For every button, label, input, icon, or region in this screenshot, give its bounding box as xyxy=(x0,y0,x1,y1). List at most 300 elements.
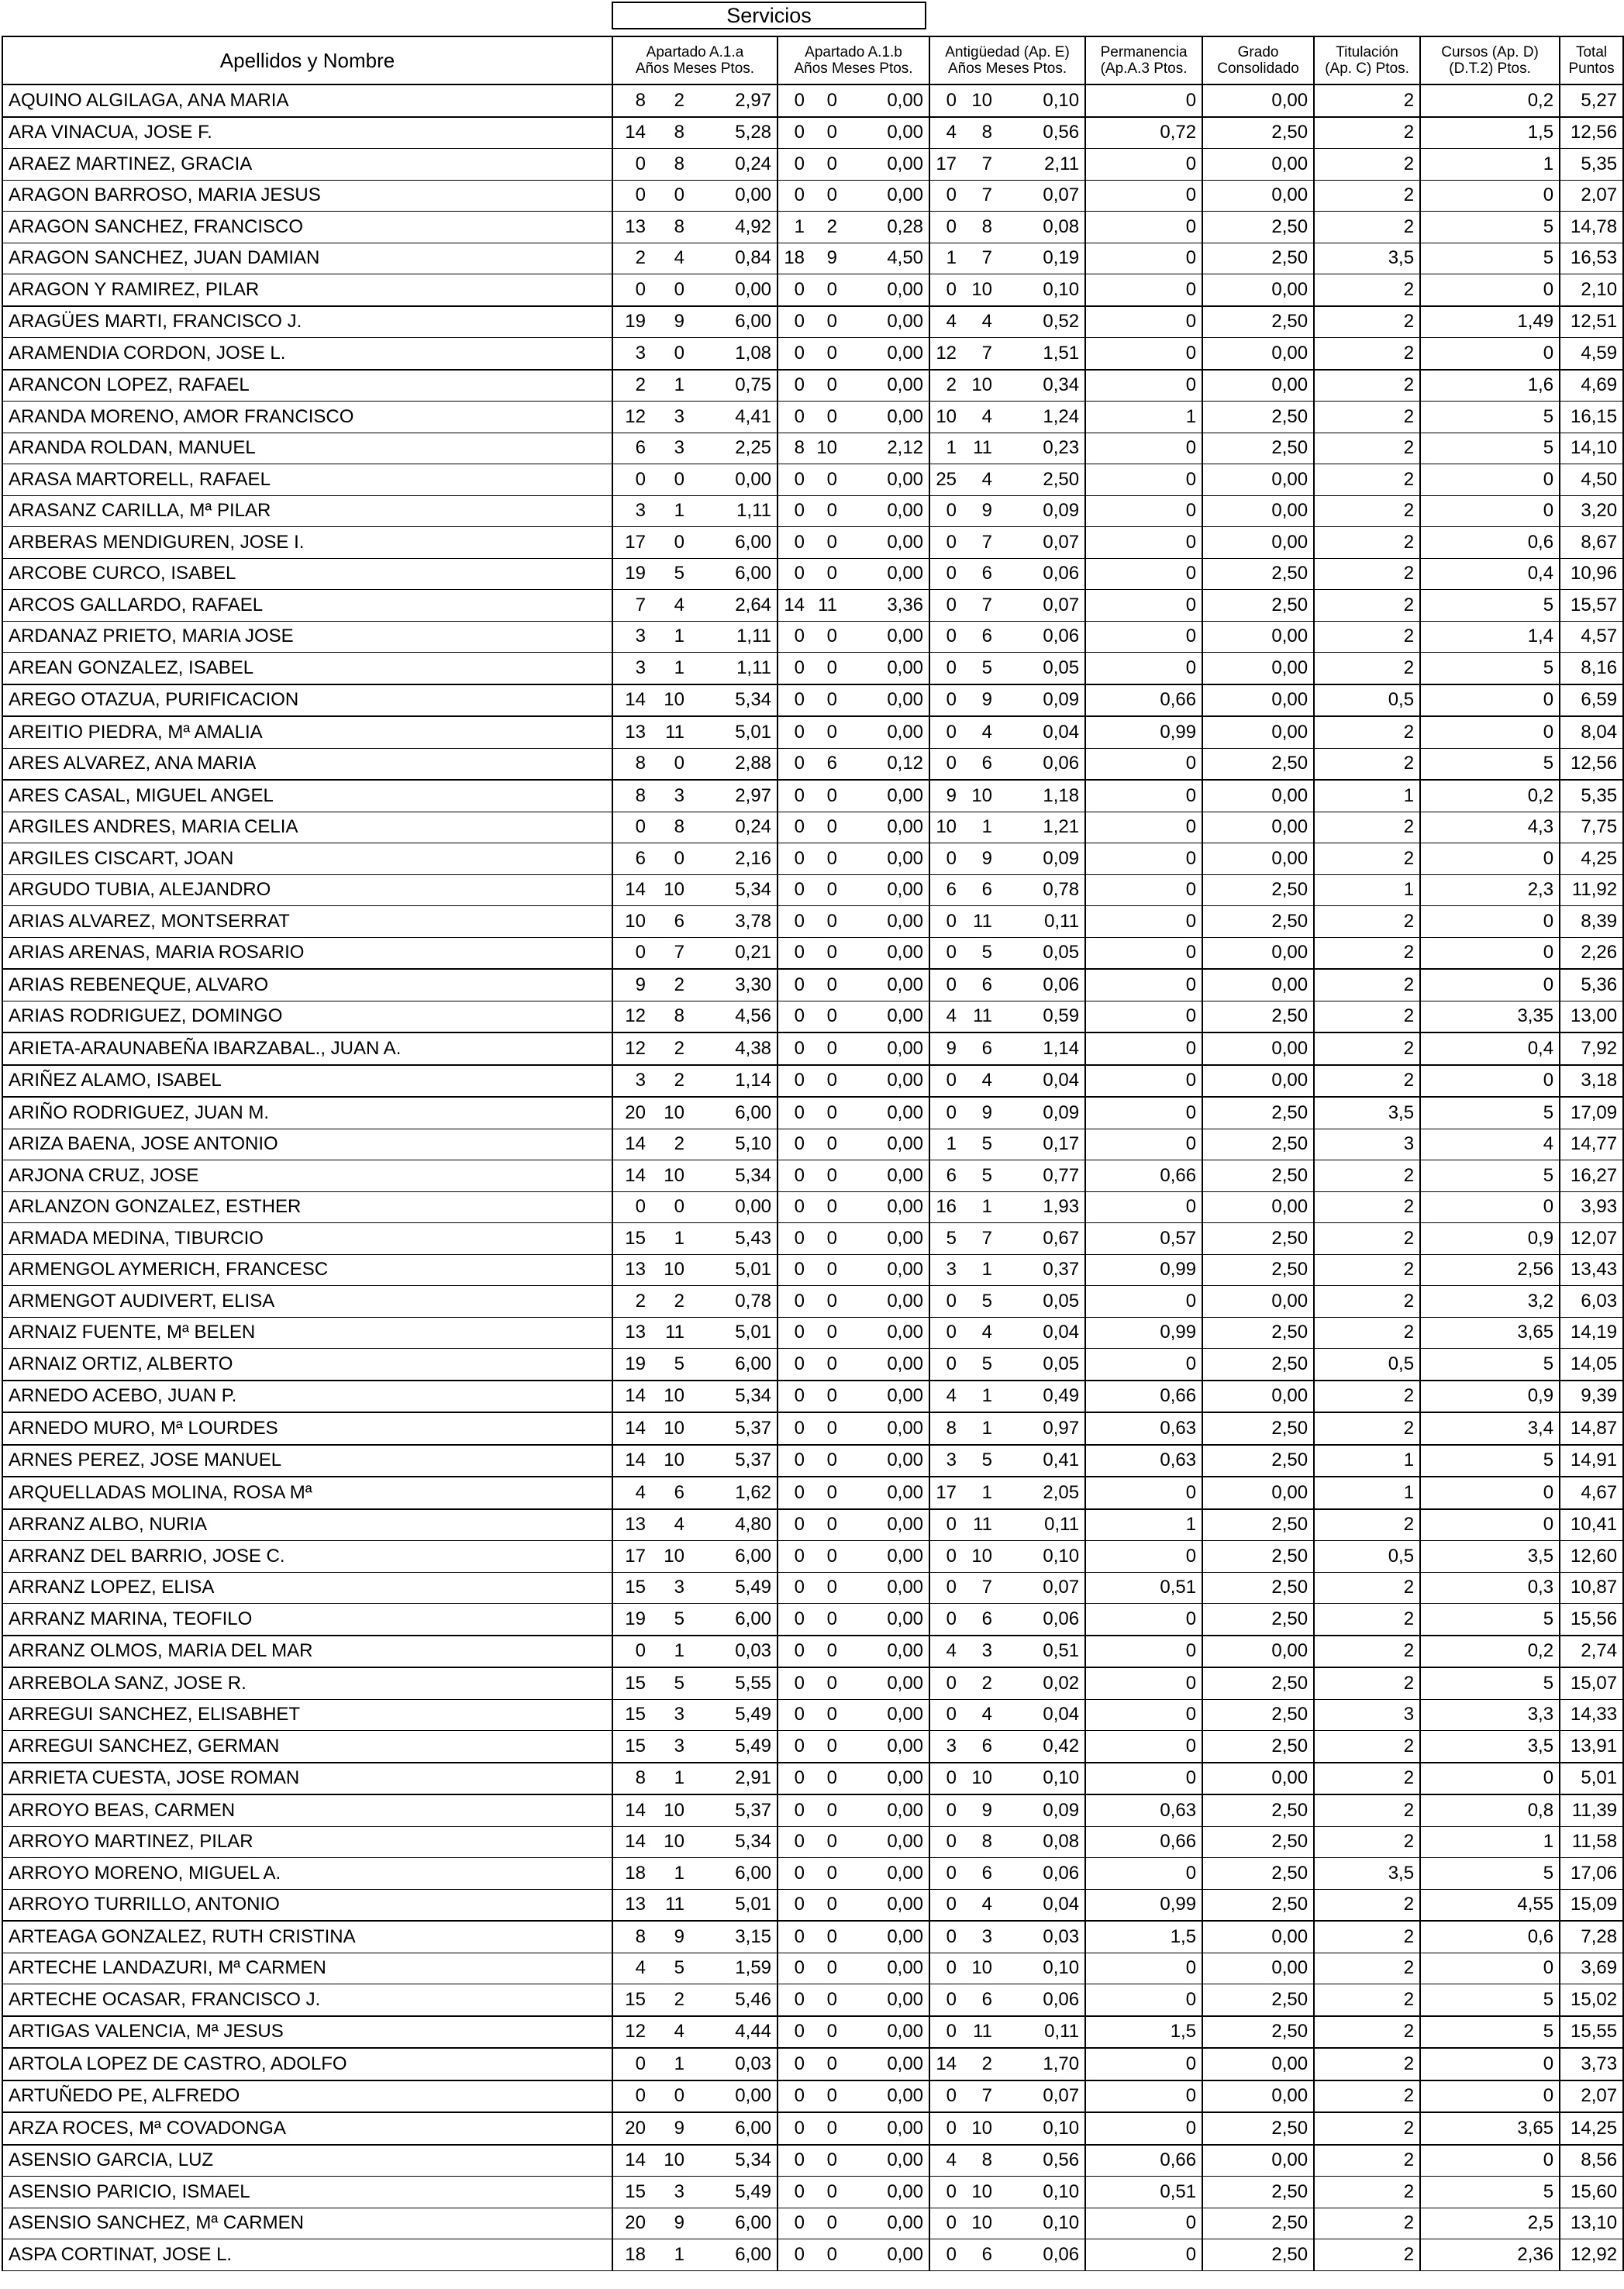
antig-months: 7 xyxy=(962,590,998,622)
total-cell: 8,67 xyxy=(1560,527,1623,559)
titulacion-cell: 3 xyxy=(1314,1129,1420,1160)
a1a-points: 6,00 xyxy=(690,2239,778,2271)
antig-months: 6 xyxy=(962,621,998,653)
a1a-years: 8 xyxy=(612,780,651,812)
titulacion-cell: 2 xyxy=(1314,1921,1420,1953)
grado-cell: 0,00 xyxy=(1202,1032,1314,1065)
a1a-months: 0 xyxy=(651,338,690,370)
total-cell: 7,92 xyxy=(1560,1032,1623,1065)
a1a-months: 2 xyxy=(651,1286,690,1318)
permanencia-cell: 1 xyxy=(1085,1509,1202,1541)
name-cell: ARAGON SANCHEZ, FRANCISCO xyxy=(2,212,612,243)
a1a-months: 10 xyxy=(651,684,690,717)
name-cell: ARGILES ANDRES, MARIA CELIA xyxy=(2,812,612,843)
name-cell: ASENSIO GARCIA, LUZ xyxy=(2,2145,612,2177)
name-cell: ARGILES CISCART, JOAN xyxy=(2,843,612,875)
titulacion-cell: 2 xyxy=(1314,1412,1420,1445)
a1a-months: 3 xyxy=(651,433,690,464)
antig-months: 1 xyxy=(962,1254,998,1286)
antig-years: 0 xyxy=(929,1286,962,1318)
a1a-years: 15 xyxy=(612,2177,651,2208)
a1b-years: 0 xyxy=(778,1160,810,1192)
table-row xyxy=(2,1412,1623,1445)
a1a-years: 8 xyxy=(612,1763,651,1795)
a1b-points: 0,00 xyxy=(843,1763,929,1795)
col-header-titulacion-sub: (Ap. C) Ptos. xyxy=(1325,60,1409,77)
antig-years: 0 xyxy=(929,1541,962,1573)
a1a-points: 2,16 xyxy=(690,843,778,875)
antig-points: 0,10 xyxy=(998,84,1085,117)
a1a-years: 3 xyxy=(612,653,651,684)
a1a-points: 6,00 xyxy=(690,2112,778,2145)
cursos-cell: 3,4 xyxy=(1420,1412,1560,1445)
antig-years: 4 xyxy=(929,1636,962,1668)
permanencia-cell: 0 xyxy=(1085,243,1202,274)
a1b-months: 0 xyxy=(810,1191,843,1223)
grado-cell: 2,50 xyxy=(1202,1699,1314,1731)
a1b-years: 1 xyxy=(778,212,810,243)
a1b-years: 0 xyxy=(778,2145,810,2177)
table-row xyxy=(2,1889,1623,1921)
a1b-months: 0 xyxy=(810,1129,843,1160)
a1a-months: 1 xyxy=(651,370,690,402)
antig-years: 0 xyxy=(929,621,962,653)
name-cell: ARREGUI SANCHEZ, GERMAN xyxy=(2,1731,612,1763)
total-cell: 14,19 xyxy=(1560,1317,1623,1349)
total-cell: 14,91 xyxy=(1560,1445,1623,1477)
antig-months: 7 xyxy=(962,180,998,212)
total-cell: 4,50 xyxy=(1560,464,1623,496)
titulacion-cell: 2 xyxy=(1314,212,1420,243)
grado-cell: 0,00 xyxy=(1202,338,1314,370)
total-cell: 12,51 xyxy=(1560,306,1623,338)
antig-years: 0 xyxy=(929,1097,962,1129)
a1a-months: 8 xyxy=(651,212,690,243)
antig-points: 0,07 xyxy=(998,527,1085,559)
a1b-months: 0 xyxy=(810,2145,843,2177)
a1b-years: 0 xyxy=(778,2048,810,2080)
table-row xyxy=(2,1349,1623,1381)
a1b-points: 2,12 xyxy=(843,433,929,464)
a1a-months: 7 xyxy=(651,937,690,969)
antig-months: 10 xyxy=(962,2208,998,2239)
antig-years: 4 xyxy=(929,1001,962,1032)
a1a-years: 13 xyxy=(612,212,651,243)
a1a-months: 0 xyxy=(651,180,690,212)
a1a-years: 0 xyxy=(612,464,651,496)
grado-cell: 2,50 xyxy=(1202,1097,1314,1129)
a1a-years: 0 xyxy=(612,2048,651,2080)
antig-points: 0,19 xyxy=(998,243,1085,274)
cursos-cell: 3,3 xyxy=(1420,1699,1560,1731)
cursos-cell: 5 xyxy=(1420,1984,1560,2016)
antig-years: 0 xyxy=(929,1604,962,1636)
a1b-points: 0,00 xyxy=(843,1826,929,1858)
a1b-points: 0,00 xyxy=(843,1317,929,1349)
antig-months: 6 xyxy=(962,2239,998,2271)
table-row xyxy=(2,2145,1623,2177)
a1a-years: 0 xyxy=(612,937,651,969)
grado-cell: 0,00 xyxy=(1202,1381,1314,1413)
a1b-points: 0,00 xyxy=(843,780,929,812)
grado-cell: 0,00 xyxy=(1202,1477,1314,1509)
permanencia-cell: 0 xyxy=(1085,1541,1202,1573)
antig-points: 0,51 xyxy=(998,1636,1085,1668)
antig-months: 4 xyxy=(962,464,998,496)
grado-cell: 0,00 xyxy=(1202,464,1314,496)
a1a-points: 5,49 xyxy=(690,1572,778,1604)
a1a-points: 4,38 xyxy=(690,1032,778,1065)
a1b-years: 0 xyxy=(778,1032,810,1065)
grado-cell: 2,50 xyxy=(1202,2112,1314,2145)
grado-cell: 2,50 xyxy=(1202,2239,1314,2271)
a1a-points: 1,11 xyxy=(690,653,778,684)
titulacion-cell: 3,5 xyxy=(1314,1858,1420,1890)
a1b-years: 0 xyxy=(778,716,810,748)
a1a-months: 4 xyxy=(651,1509,690,1541)
antig-months: 10 xyxy=(962,1953,998,1984)
table-row xyxy=(2,370,1623,402)
total-cell: 2,26 xyxy=(1560,937,1623,969)
name-cell: ARTUÑEDO PE, ALFREDO xyxy=(2,2080,612,2113)
a1a-points: 6,00 xyxy=(690,1097,778,1129)
antig-points: 0,09 xyxy=(998,843,1085,875)
table-row xyxy=(2,1160,1623,1192)
a1b-years: 0 xyxy=(778,306,810,338)
table-row xyxy=(2,937,1623,969)
table-row xyxy=(2,1223,1623,1255)
cursos-cell: 2,56 xyxy=(1420,1254,1560,1286)
a1a-months: 1 xyxy=(651,1858,690,1890)
antig-months: 11 xyxy=(962,1001,998,1032)
name-cell: ASENSIO PARICIO, ISMAEL xyxy=(2,2177,612,2208)
permanencia-cell: 0,66 xyxy=(1085,684,1202,717)
a1b-points: 3,36 xyxy=(843,590,929,622)
a1b-months: 0 xyxy=(810,2177,843,2208)
a1b-months: 0 xyxy=(810,1477,843,1509)
grado-cell: 2,50 xyxy=(1202,1254,1314,1286)
antig-points: 0,09 xyxy=(998,1794,1085,1826)
table-row xyxy=(2,653,1623,684)
grado-cell: 2,50 xyxy=(1202,212,1314,243)
cursos-cell: 0 xyxy=(1420,1065,1560,1098)
name-cell: ARROYO MORENO, MIGUEL A. xyxy=(2,1858,612,1890)
cursos-cell: 5 xyxy=(1420,2177,1560,2208)
a1a-years: 15 xyxy=(612,1223,651,1255)
a1a-years: 10 xyxy=(612,906,651,938)
a1a-months: 0 xyxy=(651,464,690,496)
a1b-months: 0 xyxy=(810,1953,843,1984)
antig-months: 10 xyxy=(962,370,998,402)
name-cell: ARIZA BAENA, JOSE ANTONIO xyxy=(2,1129,612,1160)
permanencia-cell: 0 xyxy=(1085,1032,1202,1065)
titulacion-cell: 2 xyxy=(1314,906,1420,938)
a1b-points: 0,00 xyxy=(843,1223,929,1255)
a1b-months: 0 xyxy=(810,1160,843,1192)
a1b-months: 0 xyxy=(810,274,843,306)
cursos-cell: 0 xyxy=(1420,969,1560,1001)
antig-points: 0,10 xyxy=(998,1541,1085,1573)
cursos-cell: 5 xyxy=(1420,748,1560,780)
antig-months: 6 xyxy=(962,969,998,1001)
table-row xyxy=(2,906,1623,938)
permanencia-cell: 0 xyxy=(1085,1984,1202,2016)
grado-cell: 2,50 xyxy=(1202,2177,1314,2208)
antig-years: 0 xyxy=(929,1953,962,1984)
antig-months: 4 xyxy=(962,1889,998,1921)
col-header-cursos-sub: (D.T.2) Ptos. xyxy=(1449,60,1531,77)
col-header-total xyxy=(1560,36,1623,84)
a1a-months: 3 xyxy=(651,402,690,433)
name-cell: ASPA CORTINAT, JOSE L. xyxy=(2,2239,612,2271)
a1a-years: 14 xyxy=(612,1160,651,1192)
a1b-years: 0 xyxy=(778,780,810,812)
table-row xyxy=(2,84,1623,117)
antig-years: 4 xyxy=(929,306,962,338)
table-row xyxy=(2,1572,1623,1604)
grado-cell: 2,50 xyxy=(1202,306,1314,338)
grado-cell: 2,50 xyxy=(1202,1604,1314,1636)
a1b-months: 0 xyxy=(810,338,843,370)
antig-points: 0,23 xyxy=(998,433,1085,464)
a1a-points: 0,00 xyxy=(690,1191,778,1223)
antig-months: 7 xyxy=(962,527,998,559)
cursos-cell: 0,2 xyxy=(1420,84,1560,117)
a1b-months: 0 xyxy=(810,1604,843,1636)
table-row xyxy=(2,1477,1623,1509)
antig-months: 11 xyxy=(962,433,998,464)
grado-cell: 0,00 xyxy=(1202,653,1314,684)
a1b-points: 0,12 xyxy=(843,748,929,780)
table-row xyxy=(2,180,1623,212)
a1b-years: 0 xyxy=(778,1731,810,1763)
grado-cell: 2,50 xyxy=(1202,1509,1314,1541)
servicios-header: Servicios xyxy=(612,2,926,29)
a1a-months: 11 xyxy=(651,716,690,748)
total-cell: 10,41 xyxy=(1560,1509,1623,1541)
total-cell: 9,39 xyxy=(1560,1381,1623,1413)
a1b-years: 0 xyxy=(778,1699,810,1731)
a1a-years: 15 xyxy=(612,1984,651,2016)
a1a-points: 5,37 xyxy=(690,1794,778,1826)
antig-years: 0 xyxy=(929,1921,962,1953)
antig-years: 0 xyxy=(929,1572,962,1604)
a1b-years: 0 xyxy=(778,1509,810,1541)
grado-cell: 2,50 xyxy=(1202,1129,1314,1160)
permanencia-cell: 0,51 xyxy=(1085,2177,1202,2208)
cursos-cell: 0 xyxy=(1420,716,1560,748)
a1a-years: 3 xyxy=(612,495,651,527)
a1a-months: 10 xyxy=(651,1381,690,1413)
a1b-months: 0 xyxy=(810,906,843,938)
a1b-points: 0,00 xyxy=(843,937,929,969)
total-cell: 11,39 xyxy=(1560,1794,1623,1826)
antig-months: 10 xyxy=(962,1763,998,1795)
antig-years: 9 xyxy=(929,1032,962,1065)
antig-points: 0,04 xyxy=(998,716,1085,748)
grado-cell: 0,00 xyxy=(1202,684,1314,717)
antig-years: 0 xyxy=(929,1826,962,1858)
antig-months: 10 xyxy=(962,274,998,306)
col-header-cursos-title: Cursos (Ap. D) xyxy=(1441,44,1539,60)
cursos-cell: 0 xyxy=(1420,906,1560,938)
cursos-cell: 0,2 xyxy=(1420,780,1560,812)
antig-years: 0 xyxy=(929,212,962,243)
table-row xyxy=(2,274,1623,306)
titulacion-cell: 2 xyxy=(1314,1636,1420,1668)
antig-months: 7 xyxy=(962,1572,998,1604)
antig-years: 3 xyxy=(929,1445,962,1477)
a1b-months: 0 xyxy=(810,2080,843,2113)
permanencia-cell: 0,99 xyxy=(1085,1317,1202,1349)
name-cell: ARRANZ LOPEZ, ELISA xyxy=(2,1572,612,1604)
a1a-years: 17 xyxy=(612,527,651,559)
titulacion-cell: 2 xyxy=(1314,2112,1420,2145)
name-cell: ARTOLA LOPEZ DE CASTRO, ADOLFO xyxy=(2,2048,612,2080)
antig-years: 4 xyxy=(929,1381,962,1413)
a1a-points: 1,11 xyxy=(690,495,778,527)
total-cell: 2,74 xyxy=(1560,1636,1623,1668)
antig-years: 4 xyxy=(929,2145,962,2177)
antig-years: 3 xyxy=(929,1254,962,1286)
permanencia-cell: 0 xyxy=(1085,780,1202,812)
name-cell: ARES CASAL, MIGUEL ANGEL xyxy=(2,780,612,812)
permanencia-cell: 0 xyxy=(1085,1636,1202,1668)
a1a-months: 9 xyxy=(651,2112,690,2145)
a1a-points: 6,00 xyxy=(690,306,778,338)
a1b-points: 0,00 xyxy=(843,1349,929,1381)
total-cell: 17,09 xyxy=(1560,1097,1623,1129)
permanencia-cell: 0 xyxy=(1085,1858,1202,1890)
a1a-years: 4 xyxy=(612,1477,651,1509)
table-row xyxy=(2,243,1623,274)
a1a-points: 5,01 xyxy=(690,1254,778,1286)
permanencia-cell: 0,72 xyxy=(1085,117,1202,149)
titulacion-cell: 2 xyxy=(1314,1223,1420,1255)
cursos-cell: 5 xyxy=(1420,1097,1560,1129)
antig-points: 0,10 xyxy=(998,2112,1085,2145)
a1b-years: 0 xyxy=(778,84,810,117)
titulacion-cell: 2 xyxy=(1314,2016,1420,2049)
a1b-months: 0 xyxy=(810,1794,843,1826)
antig-years: 0 xyxy=(929,653,962,684)
grado-cell: 0,00 xyxy=(1202,274,1314,306)
antig-points: 0,11 xyxy=(998,906,1085,938)
table-row xyxy=(2,149,1623,181)
permanencia-cell: 0,66 xyxy=(1085,1381,1202,1413)
antig-points: 0,07 xyxy=(998,180,1085,212)
cursos-cell: 3,5 xyxy=(1420,1541,1560,1573)
cursos-cell: 3,65 xyxy=(1420,1317,1560,1349)
a1b-months: 0 xyxy=(810,84,843,117)
a1b-years: 0 xyxy=(778,2016,810,2049)
titulacion-cell: 2 xyxy=(1314,402,1420,433)
a1b-months: 0 xyxy=(810,2239,843,2271)
cursos-cell: 5 xyxy=(1420,653,1560,684)
name-cell: ARIAS ALVAREZ, MONTSERRAT xyxy=(2,906,612,938)
a1b-points: 0,00 xyxy=(843,1858,929,1890)
antig-points: 0,49 xyxy=(998,1381,1085,1413)
total-cell: 3,73 xyxy=(1560,2048,1623,2080)
a1a-months: 10 xyxy=(651,1160,690,1192)
a1a-years: 8 xyxy=(612,1921,651,1953)
antig-points: 2,11 xyxy=(998,149,1085,181)
table-row xyxy=(2,1699,1623,1731)
titulacion-cell: 2 xyxy=(1314,969,1420,1001)
cursos-cell: 3,35 xyxy=(1420,1001,1560,1032)
a1b-points: 0,00 xyxy=(843,1889,929,1921)
antig-years: 4 xyxy=(929,117,962,149)
a1a-months: 1 xyxy=(651,495,690,527)
total-cell: 4,57 xyxy=(1560,621,1623,653)
name-cell: ARASANZ CARILLA, Mª PILAR xyxy=(2,495,612,527)
antig-years: 25 xyxy=(929,464,962,496)
table-row xyxy=(2,969,1623,1001)
name-cell: ARMADA MEDINA, TIBURCIO xyxy=(2,1223,612,1255)
name-cell: ARTECHE LANDAZURI, Mª CARMEN xyxy=(2,1953,612,1984)
a1a-months: 1 xyxy=(651,653,690,684)
antig-months: 7 xyxy=(962,2080,998,2113)
total-cell: 6,59 xyxy=(1560,684,1623,717)
titulacion-cell: 1 xyxy=(1314,874,1420,906)
total-cell: 12,56 xyxy=(1560,748,1623,780)
cursos-cell: 0 xyxy=(1420,180,1560,212)
total-cell: 3,69 xyxy=(1560,1953,1623,1984)
antig-points: 0,06 xyxy=(998,2239,1085,2271)
a1b-months: 0 xyxy=(810,1317,843,1349)
total-cell: 12,60 xyxy=(1560,1541,1623,1573)
a1a-months: 1 xyxy=(651,2239,690,2271)
name-cell: ARROYO TURRILLO, ANTONIO xyxy=(2,1889,612,1921)
a1a-points: 0,24 xyxy=(690,812,778,843)
antig-years: 0 xyxy=(929,1858,962,1890)
a1a-points: 6,00 xyxy=(690,1604,778,1636)
name-cell: ARIAS RODRIGUEZ, DOMINGO xyxy=(2,1001,612,1032)
cursos-cell: 0 xyxy=(1420,684,1560,717)
a1b-months: 0 xyxy=(810,1509,843,1541)
grado-cell: 0,00 xyxy=(1202,812,1314,843)
antig-points: 0,97 xyxy=(998,1412,1085,1445)
col-header-permanencia-title: Permanencia xyxy=(1100,44,1188,60)
a1b-years: 0 xyxy=(778,812,810,843)
antig-years: 0 xyxy=(929,84,962,117)
table-row xyxy=(2,812,1623,843)
a1b-months: 0 xyxy=(810,306,843,338)
a1b-points: 0,00 xyxy=(843,1191,929,1223)
a1b-years: 0 xyxy=(778,1763,810,1795)
table-row xyxy=(2,1984,1623,2016)
table-row xyxy=(2,2177,1623,2208)
grado-cell: 0,00 xyxy=(1202,937,1314,969)
table-row xyxy=(2,716,1623,748)
a1a-points: 0,21 xyxy=(690,937,778,969)
a1a-years: 15 xyxy=(612,1699,651,1731)
a1b-points: 0,00 xyxy=(843,1160,929,1192)
a1b-years: 0 xyxy=(778,1097,810,1129)
name-cell: ARCOS GALLARDO, RAFAEL xyxy=(2,590,612,622)
a1a-points: 5,34 xyxy=(690,1381,778,1413)
antig-months: 6 xyxy=(962,1032,998,1065)
antig-points: 0,04 xyxy=(998,1889,1085,1921)
antig-points: 0,56 xyxy=(998,117,1085,149)
a1a-months: 8 xyxy=(651,117,690,149)
permanencia-cell: 0 xyxy=(1085,2208,1202,2239)
a1a-months: 0 xyxy=(651,527,690,559)
a1a-months: 0 xyxy=(651,843,690,875)
antig-months: 4 xyxy=(962,1065,998,1098)
grado-cell: 0,00 xyxy=(1202,780,1314,812)
a1b-months: 0 xyxy=(810,1572,843,1604)
